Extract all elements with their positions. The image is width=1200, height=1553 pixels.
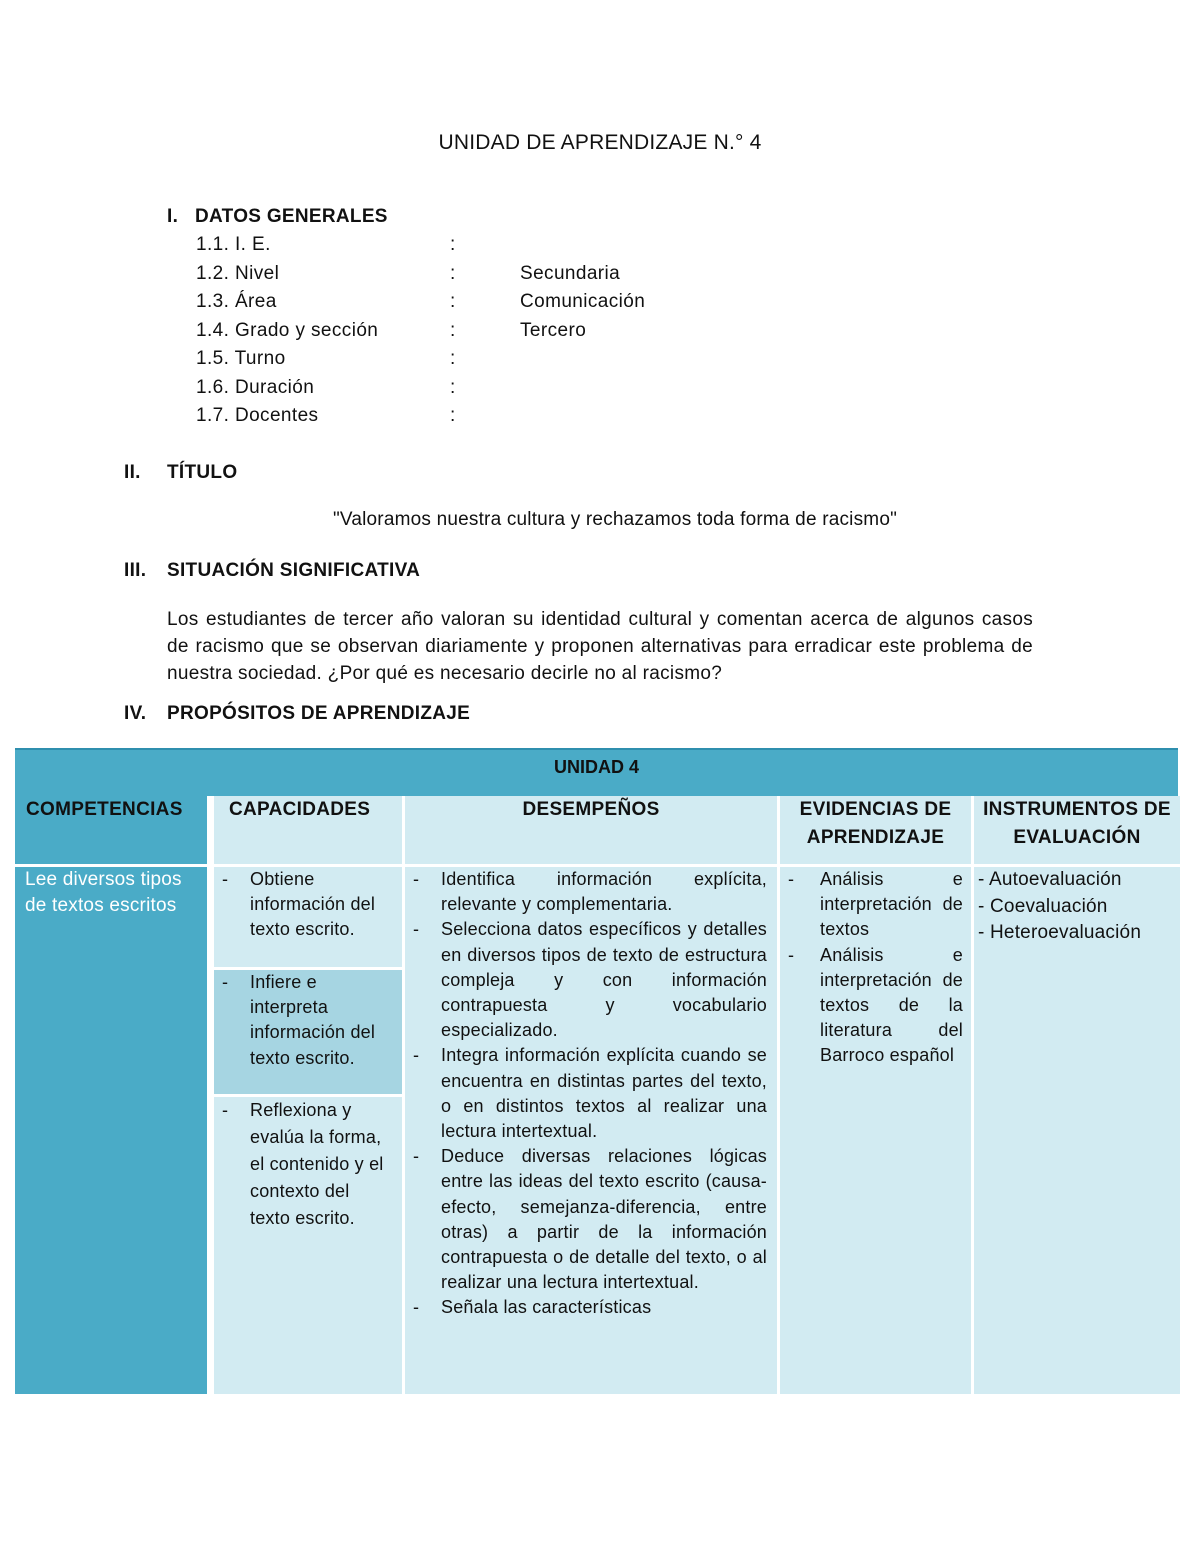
section-label: TÍTULO	[167, 462, 238, 483]
document-title: UNIDAD DE APRENDIZAJE N.° 4	[438, 131, 762, 154]
datos-value: Secundaria	[520, 262, 621, 284]
datos-colon: :	[450, 348, 456, 369]
section-number: III.	[124, 560, 147, 581]
desempeno-item: - Señala las características	[405, 1295, 767, 1320]
datos-row-grado	[0, 320, 1200, 348]
capacidad-cell-2	[214, 970, 402, 1094]
instrumento-label: Autoevaluación	[988, 869, 1122, 890]
datos-colon: :	[450, 376, 456, 398]
datos-colon: :	[450, 234, 456, 255]
capacidad-cell-3	[214, 1097, 402, 1394]
capacidad-cell-1	[214, 867, 402, 967]
header-instrumentos: INSTRUMENTOS DE EVALUACIÓN	[974, 796, 1180, 864]
desempeno-item: - Selecciona datos específicos y detalles en diversos tipos de texto de estructura compleja y con información contrapuesta y vocabulario especializado.	[405, 917, 767, 1043]
section-label: SITUACIÓN SIGNIFICATIVA	[167, 560, 421, 581]
datos-row-nivel	[0, 263, 1200, 291]
header-competencias: COMPETENCIAS	[15, 796, 207, 864]
section-number: IV.	[124, 703, 147, 724]
datos-value: Tercero	[520, 319, 587, 341]
datos-value: Comunicación	[520, 291, 646, 312]
datos-row-ie	[0, 234, 1200, 262]
datos-row-docentes	[0, 405, 1200, 433]
instrumento-item: - Coevaluación	[978, 895, 1108, 917]
section-number: I.	[167, 206, 179, 227]
header-evidencias: EVIDENCIAS DE APRENDIZAJE	[780, 796, 971, 864]
section-label: DATOS GENERALES	[195, 206, 388, 227]
competencia-cell: Lee diversos tipos de textos escritos	[15, 867, 207, 1394]
instrumento-label: Heteroevaluación	[990, 922, 1142, 943]
section-label: PROPÓSITOS DE APRENDIZAJE	[167, 703, 471, 724]
datos-colon: :	[450, 262, 456, 284]
datos-row-area	[0, 291, 1200, 319]
table-unidad-header: UNIDAD 4	[15, 748, 1178, 796]
propositos-table	[15, 748, 1180, 1394]
instrumentos-cell	[974, 867, 1180, 1394]
desempeno-item: - Identifica información explícita, relevante y complementaria.	[405, 867, 767, 917]
evidencias-cell	[780, 867, 971, 1394]
situacion-text: Los estudiantes de tercer año valoran su identidad cultural y comentan acerca de algunos casos de racismo que se observan diariamente y proponen alternativas para erradicar este problema de nuestra sociedad. ¿Por qué es necesario decirle no al racismo?	[167, 609, 1033, 684]
datos-label: 1.5. Turno	[196, 348, 286, 369]
capacidad-item: - Infiere e interpreta información del texto escrito.	[214, 970, 394, 1071]
datos-label: 1.2. Nivel	[196, 262, 280, 284]
datos-colon: :	[450, 405, 456, 426]
instrumento-item: - Heteroevaluación	[978, 922, 1142, 943]
datos-label: 1.6. Duración	[196, 376, 315, 398]
header-capacidades: CAPACIDADES	[214, 796, 402, 864]
datos-label: 1.4. Grado y sección	[196, 319, 379, 341]
evidencia-item: - Análisis e interpretación de textos	[780, 867, 963, 943]
capacidad-item: - Reflexiona y evalúa la forma, el contenido y el contexto del texto escrito.	[214, 1097, 394, 1232]
datos-label: 1.3. Área	[196, 291, 277, 312]
desempenos-cell	[405, 867, 777, 1394]
capacidad-item: - Obtiene información del texto escrito.	[214, 867, 394, 943]
instrumento-label: Coevaluación	[990, 895, 1108, 917]
titulo-text: "Valoramos nuestra cultura y rechazamos toda forma de racismo"	[332, 509, 898, 530]
header-desempenos: DESEMPEÑOS	[405, 796, 777, 864]
instrumento-item: - Autoevaluación	[978, 869, 1122, 890]
datos-colon: :	[450, 291, 456, 312]
datos-row-turno	[0, 348, 1200, 376]
desempeno-item: - Deduce diversas relaciones lógicas entre las ideas del texto escrito (causa-efecto, semejanza-diferencia, entre otras) a partir de la información contrapuesta o de detalle del texto, o al realizar una lectura intertextual.	[405, 1144, 767, 1295]
section-number: II.	[124, 462, 141, 483]
datos-label: 1.1. I. E.	[196, 234, 271, 255]
datos-label: 1.7. Docentes	[196, 405, 319, 426]
datos-row-duracion	[0, 377, 1200, 405]
evidencia-item: - Análisis e interpretación de textos de la literatura del Barroco español	[780, 943, 963, 1069]
datos-colon: :	[450, 319, 456, 341]
desempeno-item: - Integra información explícita cuando se encuentra en distintas partes del texto, o en distintos textos al realizar una lectura intertextual.	[405, 1043, 767, 1144]
